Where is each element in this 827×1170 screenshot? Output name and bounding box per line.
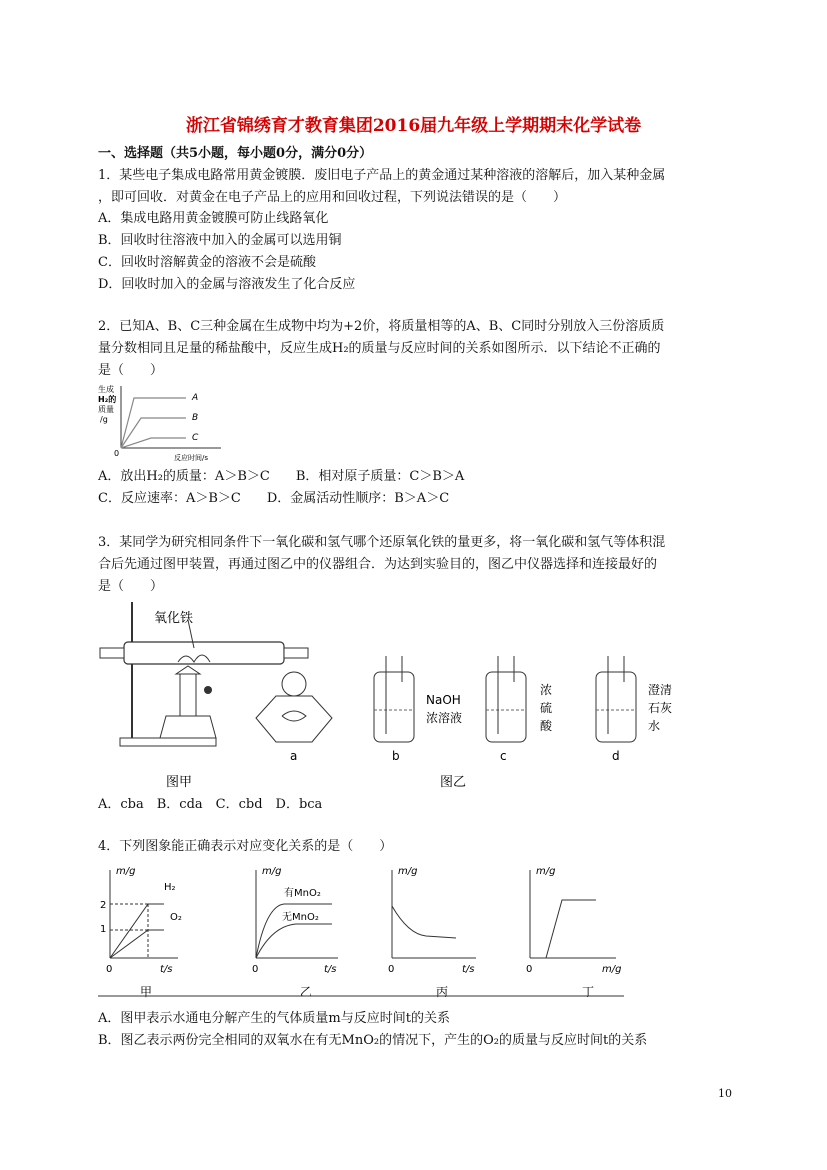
label-b: b	[392, 749, 400, 763]
q1-stem-line1: 1．某些电子集成电路常用黄金镀膜．废旧电子产品上的黄金通过某种溶液的溶解后，加入某种金属	[98, 168, 666, 183]
graph-yi	[252, 866, 338, 999]
ding-line	[530, 900, 596, 958]
q2-graph	[96, 380, 226, 462]
graph-bing	[388, 866, 476, 999]
q3-stem-line3: 是（ ）	[98, 579, 164, 594]
q2-ylabel-4: /g	[100, 415, 108, 424]
q2-label-c: C	[192, 433, 199, 443]
q2-options-row2: C．反应速率：A＞B＞C D．金属活动性顺序：B＞A＞C	[98, 491, 450, 506]
label-d-line2: 石灰	[648, 701, 673, 715]
stand-base	[120, 738, 216, 746]
bottle-c	[486, 672, 526, 742]
q4-graphs	[96, 858, 636, 1000]
graph-jia	[100, 866, 182, 999]
q2-curve-b	[121, 418, 186, 448]
label-c-line3: 酸	[540, 719, 553, 733]
q2-ylabel-3: 质量	[98, 405, 114, 414]
yi-xlabel: t/s	[324, 964, 337, 975]
instrument-a	[256, 672, 332, 763]
ding-name: 丁	[582, 985, 595, 999]
q1-option-d: D．回收时加入的金属与溶液发生了化合反应	[98, 277, 356, 292]
bottle-b	[374, 672, 414, 742]
reaction-tube	[124, 642, 284, 664]
instrument-c	[486, 656, 553, 763]
tube-outlet	[284, 648, 308, 658]
burner-valve	[204, 686, 212, 694]
instrument-d	[596, 656, 672, 763]
burner-base	[160, 716, 216, 738]
jia-tick-2: 2	[100, 900, 107, 911]
graph-ding	[526, 866, 621, 999]
jia-origin: 0	[106, 964, 113, 975]
lamp-body	[256, 696, 332, 742]
bing-curve	[392, 906, 456, 938]
tube-inlet	[100, 648, 124, 658]
q2-stem-line1: 2．已知A、B、C三种金属在生成物中均为+2价，将质量相等的A、B、C同时分别放入三份溶质质	[98, 319, 665, 334]
ding-xlabel: m/g	[602, 964, 622, 975]
label-c: c	[500, 749, 507, 763]
section-heading: 一、选择题（共5小题，每小题0分，满分0分）	[98, 146, 373, 161]
q2-label-a: A	[192, 393, 199, 403]
q4-stem: 4．下列图象能正确表示对应变化关系的是（ ）	[98, 839, 393, 854]
q2-origin: 0	[114, 449, 120, 458]
jia-label-h2: H₂	[164, 882, 176, 893]
q1-option-b: B．回收时往溶液中加入的金属可以选用铜	[98, 233, 342, 248]
bing-name: 丙	[436, 985, 449, 999]
yi-name: 乙	[300, 985, 313, 999]
label-d-line1: 澄清	[648, 683, 673, 697]
q1-stem-line2: ，即可回收．对黄金在电子产品上的应用和回收过程，下列说法错误的是（ ）	[98, 190, 567, 205]
q1-option-c: C．回收时溶解黄金的溶液不会是硫酸	[98, 255, 316, 270]
jia-name: 甲	[140, 985, 153, 999]
ding-ylabel: m/g	[536, 866, 556, 877]
jia-ylabel: m/g	[116, 866, 136, 877]
q3-options: A．cba B．cda C．cbd D．bca	[98, 797, 323, 812]
q3-apparatus-figure	[96, 598, 696, 794]
q2-curve-c	[121, 438, 186, 448]
jia-tick-1: 1	[100, 924, 107, 935]
ding-origin: 0	[526, 964, 533, 975]
label-b-line2: 浓溶液	[426, 711, 463, 725]
bing-origin: 0	[388, 964, 395, 975]
yi-ylabel: m/g	[262, 866, 282, 877]
instrument-b	[374, 656, 462, 763]
label-c-line1: 浓	[540, 683, 553, 697]
q2-stem-line2: 量分数相同且足量的稀盐酸中，反应生成H₂的质量与反应时间的关系如图所示．以下结论不正确的	[98, 341, 661, 356]
yi-label-without: 无MnO₂	[282, 912, 319, 923]
label-d-line3: 水	[648, 719, 661, 733]
burner-body	[180, 674, 196, 716]
q2-xlabel: 反应时间/s	[174, 454, 209, 462]
label-b-line1: NaOH	[426, 693, 461, 707]
page-number: 10	[718, 1087, 732, 1100]
yi-origin: 0	[252, 964, 259, 975]
q2-stem-line3: 是（ ）	[98, 363, 164, 378]
label-yi: 图乙	[440, 775, 467, 790]
jia-line-h2	[110, 904, 164, 958]
label-iron-oxide: 氧化铁	[154, 611, 194, 626]
q1-option-a: A．集成电路用黄金镀膜可防止线路氧化	[98, 211, 329, 226]
yi-label-with: 有MnO₂	[284, 888, 321, 899]
bottle-d	[596, 672, 636, 742]
page-title: 浙江省锦绣育才教育集团2016届九年级上学期期末化学试卷	[185, 116, 642, 136]
q3-stem-line1: 3．某同学为研究相同条件下一氧化碳和氢气哪个还原氧化铁的量更多，将一氧化碳和氢气等体积混	[98, 535, 666, 550]
burner-flame	[176, 666, 200, 674]
label-a: a	[290, 749, 298, 763]
q2-curve-a	[121, 398, 186, 448]
jia-xlabel: t/s	[160, 964, 173, 975]
q2-label-b: B	[192, 413, 199, 423]
q2-ylabel-2: H₂的	[98, 395, 117, 404]
label-d: d	[612, 749, 620, 763]
q3-stem-line2: 合后先通过图甲装置，再通过图乙中的仪器组合．为达到实验目的，图乙中仪器选择和连接最好的	[98, 557, 658, 572]
q4-option-b: B．图乙表示两份完全相同的双氧水在有无MnO₂的情况下，产生的O₂的质量与反应时间t的关系	[98, 1033, 648, 1048]
jia-label-o2: O₂	[170, 912, 182, 923]
label-c-line2: 硫	[540, 701, 553, 715]
label-jia: 图甲	[166, 775, 193, 790]
lamp-cap	[282, 672, 306, 696]
q2-options-row1: A．放出H₂的质量：A＞B＞C B．相对原子质量：C＞B＞A	[98, 469, 465, 484]
bing-xlabel: t/s	[462, 964, 475, 975]
jia-line-o2	[110, 930, 164, 958]
q4-option-a: A．图甲表示水通电分解产生的气体质量m与反应时间t的关系	[98, 1011, 450, 1026]
q2-ylabel-1: 生成	[98, 385, 114, 394]
bing-ylabel: m/g	[398, 866, 418, 877]
yi-curve-without	[256, 924, 332, 958]
